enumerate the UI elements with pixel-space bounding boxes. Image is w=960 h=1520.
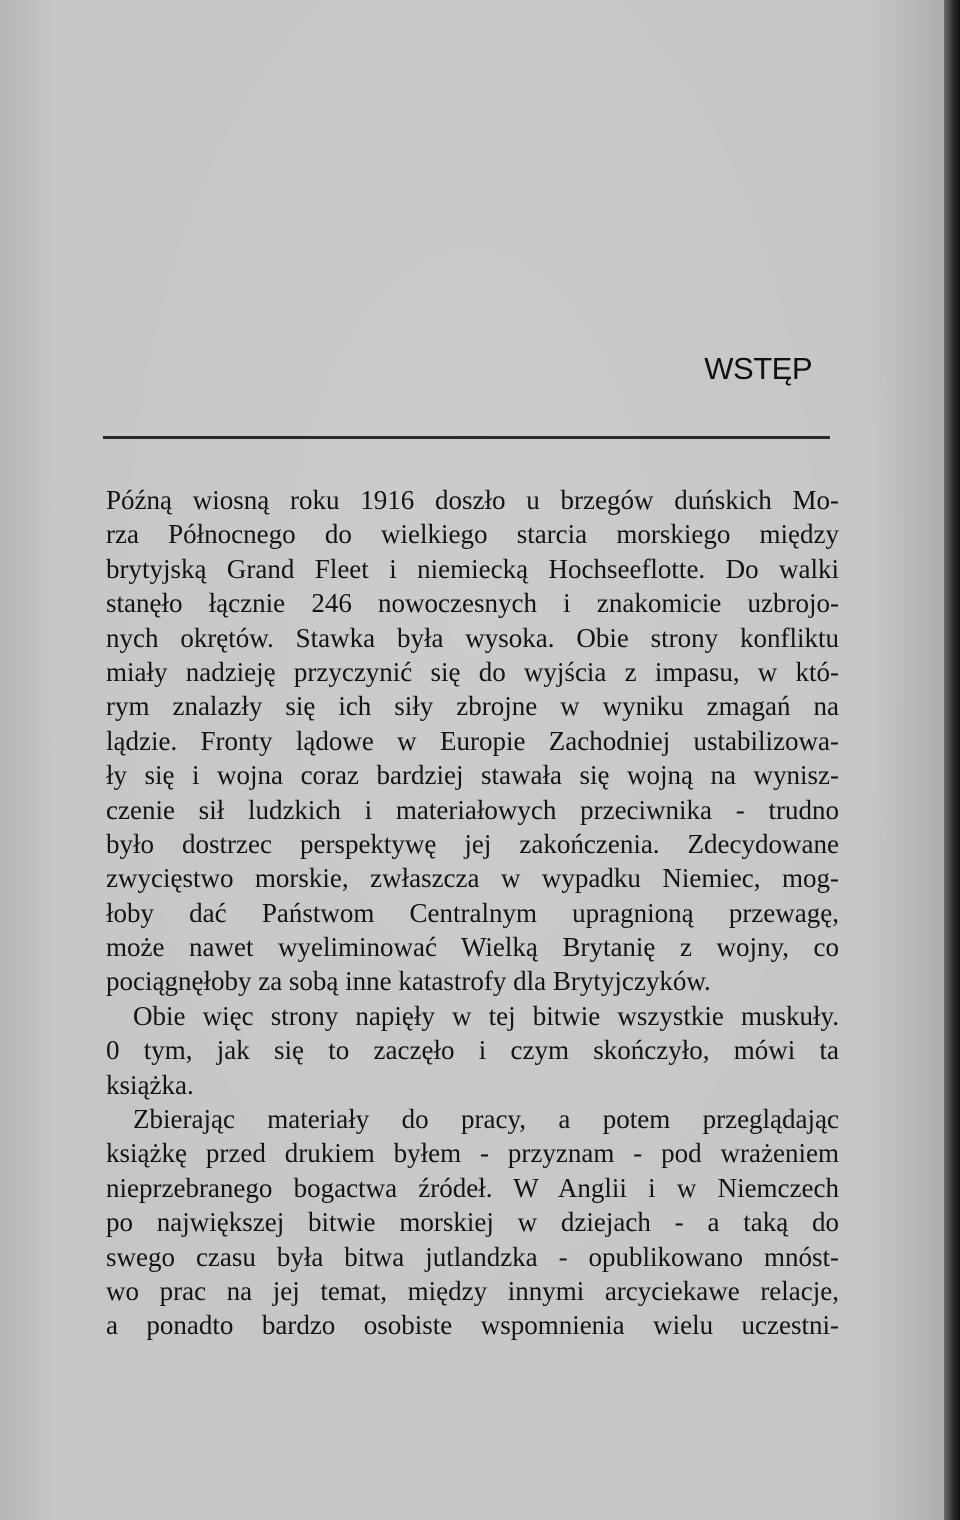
- text-line: miały nadzieję przyczynić się do wyjścia z impasu, w któ-: [106, 656, 839, 687]
- text-line: zwycięstwo morskie, zwłaszcza w wypadku Niemiec, mog-: [106, 863, 839, 894]
- title-rule: [103, 436, 830, 439]
- text-line: a ponadto bardzo osobiste wspomnienia wielu uczestni-: [106, 1310, 839, 1341]
- text-line: nieprzebranego bogactwa źródeł. W Anglii i w Niemczech: [106, 1172, 839, 1203]
- text-line: 0 tym, jak się to zaczęło i czym skończyło, mówi ta: [106, 1035, 839, 1066]
- text-line: ły się i wojna coraz bardziej stawała się wojną na wynisz-: [106, 760, 839, 791]
- text-line: pociągnęłoby za sobą inne katastrofy dla Brytyjczyków.: [106, 966, 711, 997]
- text-line: Późną wiosną roku 1916 doszło u brzegów duńskich Mo-: [106, 485, 839, 515]
- paragraph-2: [106, 999, 839, 1102]
- text-line: rym znalazły się ich siły zbrojne w wyniku zmagań na: [106, 691, 839, 722]
- text-line: książkę przed drukiem byłem - przyznam - pod wrażeniem: [106, 1138, 839, 1169]
- text-line: było dostrzec perspektywę jej zakończenia. Zdecydowane: [106, 828, 839, 859]
- text-line: może nawet wyeliminować Wielką Brytanię z wojny, co: [106, 932, 839, 963]
- text-line: Obie więc strony napięły w tej bitwie wszystkie muskuły.: [133, 1000, 839, 1031]
- text-line: lądzie. Fronty lądowe w Europie Zachodniej ustabilizowa-: [106, 725, 839, 756]
- text-line: łoby dać Państwom Centralnym upragnioną przewagę,: [106, 897, 839, 928]
- text-line: po największej bitwie morskiej w dziejach - a taką do: [106, 1207, 839, 1238]
- text-line: nych okrętów. Stawka była wysoka. Obie strony konfliktu: [106, 622, 839, 653]
- text-line: książka.: [106, 1069, 194, 1100]
- paragraph-1: [106, 483, 839, 999]
- page-edge-shadow: [944, 0, 960, 1520]
- text-line: stanęło łącznie 246 nowoczesnych i znakomicie uzbrojo-: [106, 588, 839, 619]
- chapter-title: WSTĘP: [704, 351, 812, 386]
- text-line: brytyjską Grand Fleet i niemiecką Hochseeflotte. Do walki: [106, 553, 839, 584]
- text-line: wo prac na jej temat, między innymi arcyciekawe relacje,: [106, 1275, 839, 1306]
- text-line: swego czasu była bitwa jutlandzka - opublikowano mnóst-: [106, 1241, 839, 1272]
- paragraph-3: [106, 1102, 839, 1343]
- text-line: Zbierając materiały do pracy, a potem przeglądając: [133, 1104, 839, 1135]
- text-line: czenie sił ludzkich i materiałowych przeciwnika - trudno: [106, 794, 839, 825]
- text-line: rza Północnego do wielkiego starcia morskiego między: [106, 519, 839, 550]
- body-text: [106, 483, 839, 1343]
